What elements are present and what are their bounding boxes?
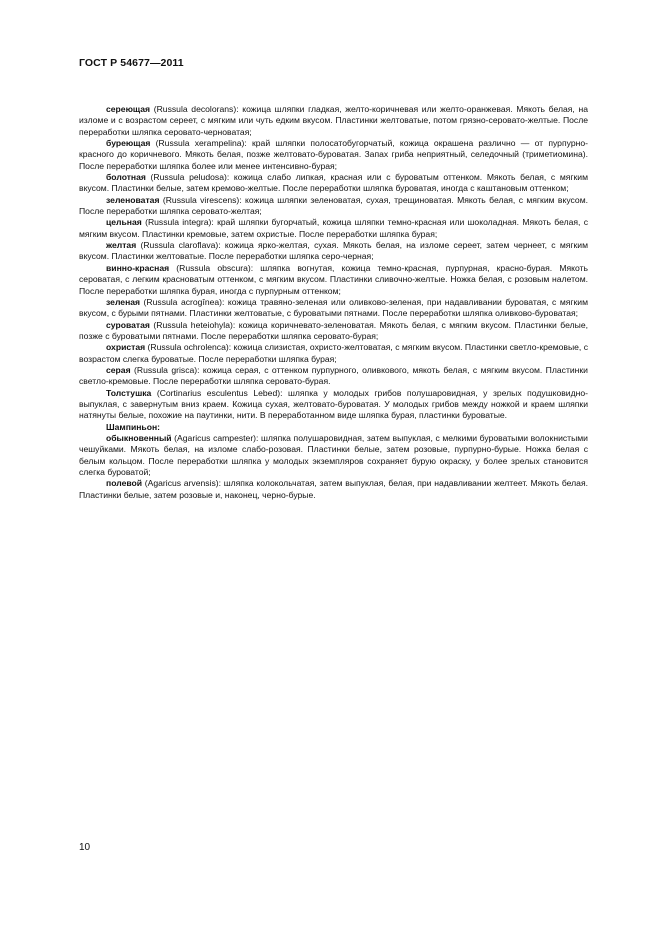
species-description: (Russula integra): край шляпки бугорчатый, кожица шляпки темно-красная или шоколадная. Мякоть белая, с мягким вкусом. Пластинки кремовые, затем охристые. После переработки шляпка бурая; bbox=[79, 217, 588, 239]
species-description: (Russula grisca): кожица серая, с оттенком пурпурного, оливкового, мякоть белая, с мягким вкусом. Пластинки светло-кремовые. После переработки шляпка серовато-бурая. bbox=[79, 364, 588, 387]
document-body bbox=[79, 104, 588, 501]
list-item bbox=[79, 342, 588, 365]
document-header: ГОСТ Р 54677—2011 bbox=[79, 57, 184, 69]
list-item bbox=[79, 217, 588, 240]
species-description: (Russula virescens): кожица шляпки зеленоватая, сухая, трещиноватая. Мякоть белая, с мягким вкусом. После переработки шляпка серовато-желтая; bbox=[79, 194, 588, 217]
species-description: (Russula decolorans): кожица шляпки гладкая, желто-коричневая или желто-оранжевая. Мякоть белая, на изломе и с возрастом сереет, с мягким или чуть едким вкусом. Пластинки желтоватые, потом грязно-серовато-желтые. После переработки шляпка серовато-черноватая; bbox=[79, 104, 588, 137]
species-term: обыкновенный bbox=[106, 432, 172, 443]
list-item bbox=[79, 172, 588, 195]
species-term: буреющая bbox=[106, 138, 151, 149]
species-term: сереющая bbox=[106, 104, 151, 114]
species-description: (Russula ochrolenca): кожица слизистая, охристо-желтоватая, с мягким вкусом. Пластинки светло-кремовые, с возрастом слегка буроватые. После переработки шляпка бурая; bbox=[79, 342, 588, 364]
species-description: (Russula peludosa): кожица слабо липкая, красная или с буроватым оттенком. Мякоть белая, с мягким вкусом. Пластинки белые, затем кремово-желтые. После переработки шляпка буроватая, иногда с каштановым оттенком; bbox=[79, 172, 588, 194]
species-term: цельная bbox=[106, 217, 142, 228]
species-description: (Agaricus arvensis): шляпка колокольчатая, затем выпуклая, белая, при надавливании желтеет. Мякоть белая. Пластинки белые, затем розовые и, наконец, черно-бурые. bbox=[79, 478, 588, 500]
species-description: (Agaricus campester): шляпка полушаровидная, затем выпуклая, с мелкими буроватыми волокнистыми чешуйками. Мякоть белая, на изломе слабо-розовая. Пластинки белые, затем розовые, пурпурно-бурые. Ножка белая с белым кольцом. После переработки шляпка у молодых экземпляров сохраняет бурую окраску, у более зрелых становится слегка буроватой; bbox=[79, 432, 588, 477]
species-term: полевой bbox=[106, 478, 143, 489]
species-term: зеленоватая bbox=[106, 194, 160, 205]
species-term: Толстушка bbox=[106, 387, 152, 398]
list-item bbox=[79, 388, 588, 422]
species-description: (Russula claroflava): кожица ярко-желтая, сухая. Мякоть белая, на изломе сереет, затем чернеет, с мягким вкусом. Пластинки желтоватые. После переработки шляпка серо-черная; bbox=[79, 240, 588, 262]
list-item bbox=[79, 297, 588, 320]
species-term: суроватая bbox=[106, 319, 150, 330]
species-description: (Russula heteiohyla): кожица коричневато-зеленоватая. Мякоть белая, с мягким вкусом. Пластинки белые, позже с буроватыми пятнами. После переработки шляпка серовато-бурая; bbox=[79, 319, 588, 341]
list-item bbox=[79, 240, 588, 263]
species-term: болотная bbox=[106, 172, 146, 183]
species-description: (Cortinarius esculentus Lebed): шляпка у молодых грибов полушаровидная, у зрелых подушковидно-выпуклая, с завернутым вниз краем. Кожица сухая, желтовато-буроватая. У молодых грибов между ножкой и краем шляпки натянуты белые, похожие на паутинки, нити. В переработанном виде шляпка бурая, пластинки буроватые. bbox=[79, 387, 588, 421]
page-number: 10 bbox=[79, 842, 91, 853]
list-item bbox=[79, 195, 588, 218]
list-item bbox=[79, 263, 588, 297]
species-term: охристая bbox=[106, 342, 146, 353]
species-description: (Russula xerampelina): край шляпки полосатобугорчатый, кожица окрашена различно — от пурпурно-красного до коричневого. Мякоть белая, позже желтовато-буроватая. Запах гриба неприятный, селедочный (триметиомина). После переработки шляпка более или менее интенсивно-бурая; bbox=[79, 138, 588, 171]
species-term: зеленая bbox=[106, 296, 141, 307]
species-term: желтая bbox=[106, 240, 137, 251]
species-description: (Russula acrogînea): кожица травяно-зеленая или оливково-зеленая, при надавливании буроватая, с мягким вкусом, с бурыми пятнами. Пластинки желтоватые, с буроватыми пятнами. После переработки шляпка оливково-буроватая; bbox=[79, 296, 588, 319]
list-item bbox=[79, 138, 588, 172]
list-item bbox=[79, 433, 588, 478]
species-term: Шампиньон: bbox=[106, 421, 161, 432]
list-item bbox=[79, 104, 588, 138]
list-item bbox=[79, 320, 588, 343]
list-item bbox=[79, 365, 588, 388]
species-term: серая bbox=[106, 364, 131, 375]
species-term: винно-красная bbox=[106, 262, 170, 273]
section-heading bbox=[79, 422, 588, 433]
species-description: (Russula obscura): шляпка вогнутая, кожица темно-красная, пурпурная, красно-бурая. Мякоть сероватая, с легким красноватым оттенком, с мягким вкусом. Пластинки сливочно-желтые. Ножка белая, с розовым налетом. После переработки шляпка бурая, иногда с пурпурным оттенком; bbox=[79, 262, 588, 296]
list-item bbox=[79, 478, 588, 501]
